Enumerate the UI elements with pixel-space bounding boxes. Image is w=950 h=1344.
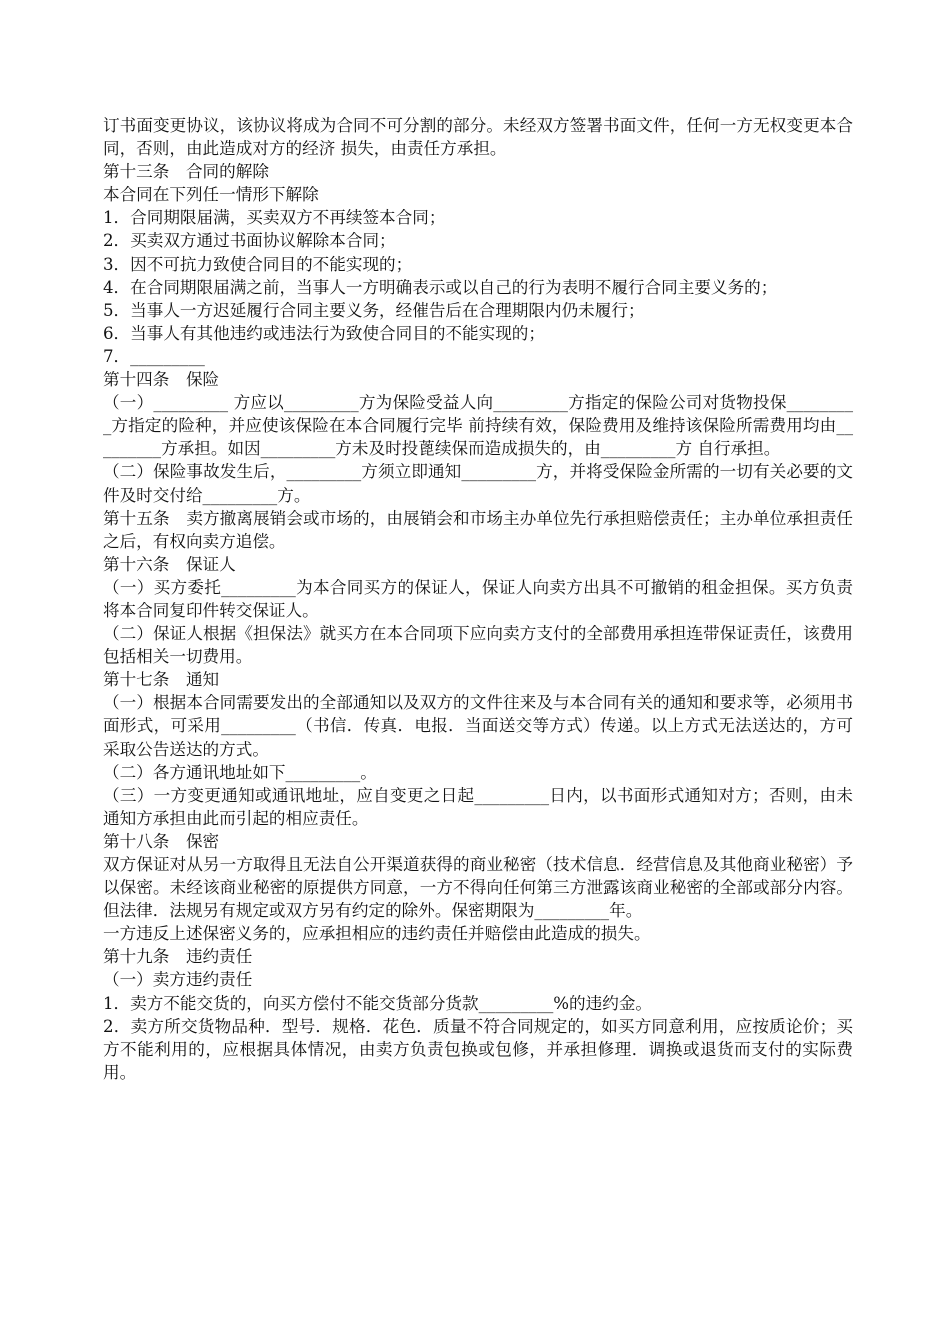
paragraph: （一）卖方违约责任 <box>103 970 253 990</box>
heading-article-15: 第十五条 卖方撤离展销会或市场的，由展销会和市场主办单位先行承担赔偿责任；主办单位承担责任之后，有权向卖方追偿。 <box>103 508 853 551</box>
list-item: 1．合同期限届满，买卖双方不再续签本合同； <box>103 208 446 228</box>
paragraph: （一）根据本合同需要发出的全部通知以及双方的文件往来及与本合同有关的通知和要求等，必须用书面形式，可采用_________（书信．传真．电报．当面送交等方式）传递。以上方式无法送达的，方可采取公告送达的方式。 <box>103 693 853 759</box>
list-item: 6．当事人有其他违约或违法行为致使合同目的不能实现的； <box>103 323 545 343</box>
paragraph: 双方保证对从另一方取得且无法自公开渠道获得的商业秘密（技术信息．经营信息及其他商业秘密）予以保密。未经该商业秘密的原提供方同意，一方不得向任何第三方泄露该商业秘密的全部或部分内容。但法律．法规另有规定或双方另有约定的除外。保密期限为_________年。 <box>103 855 853 921</box>
list-item: 5．当事人一方迟延履行合同主要义务，经催告后在合理期限内仍未履行； <box>103 300 645 320</box>
list-item: 3．因不可抗力致使合同目的不能实现的； <box>103 254 413 274</box>
paragraph: （二）保险事故发生后，_________方须立即通知_________方，并将受保险金所需的一切有关必要的文件及时交付给_________方。 <box>103 462 853 505</box>
paragraph-change-agreement: 订书面变更协议，该协议将成为合同不可分割的部分。未经双方签署书面文件，任何一方无权变更本合同，否则，由此造成对方的经济 损失，由责任方承担。 <box>103 116 853 159</box>
paragraph: 一方违反上述保密义务的，应承担相应的违约责任并赔偿由此造成的损失。 <box>103 924 651 944</box>
contract-document <box>103 114 853 1084</box>
list-item: 2．买卖双方通过书面协议解除本合同； <box>103 231 396 251</box>
heading-article-18: 第十八条 保密 <box>103 831 220 851</box>
heading-article-13: 第十三条 合同的解除 <box>103 162 269 182</box>
heading-article-19: 第十九条 违约责任 <box>103 947 253 967</box>
list-item: 7．_________ <box>103 346 205 366</box>
paragraph: 本合同在下列任一情形下解除 <box>103 185 319 205</box>
heading-article-17: 第十七条 通知 <box>103 670 220 690</box>
heading-article-16: 第十六条 保证人 <box>103 554 236 574</box>
paragraph: （二）保证人根据《担保法》就买方在本合同项下应向卖方支付的全部费用承担连带保证责任，该费用包括相关一切费用。 <box>103 624 853 667</box>
list-item: 2．卖方所交货物品种．型号．规格．花色．质量不符合同规定的，如买方同意利用，应按质论价；买方不能利用的，应根据具体情况，由卖方负责包换或包修，并承担修理．调换或退货而支付的实际费用。 <box>103 1016 853 1082</box>
list-item: 4．在合同期限届满之前，当事人一方明确表示或以自己的行为表明不履行合同主要义务的； <box>103 277 778 297</box>
paragraph: （二）各方通讯地址如下_________。 <box>103 762 377 782</box>
list-item: 1．卖方不能交货的，向买方偿付不能交货部分货款_________%的违约金。 <box>103 993 653 1013</box>
paragraph: （三）一方变更通知或通讯地址，应自变更之日起_________日内，以书面形式通知对方；否则，由未通知方承担由此而引起的相应责任。 <box>103 785 853 828</box>
paragraph: （一）买方委托_________为本合同买方的保证人，保证人向卖方出具不可撤销的租金担保。买方负责将本合同复印件转交保证人。 <box>103 577 853 620</box>
heading-article-14: 第十四条 保险 <box>103 370 220 390</box>
paragraph: （一）_________ 方应以_________方为保险受益人向_________方指定的保险公司对货物投保_________方指定的险种，并应使该保险在本合同履行完毕 前持续有效，保险费用及维持该保险所需费用均由_________方承担。如因_________方未及时投蓖续保而造成损失的，由_________方 自行承担。 <box>103 393 853 459</box>
